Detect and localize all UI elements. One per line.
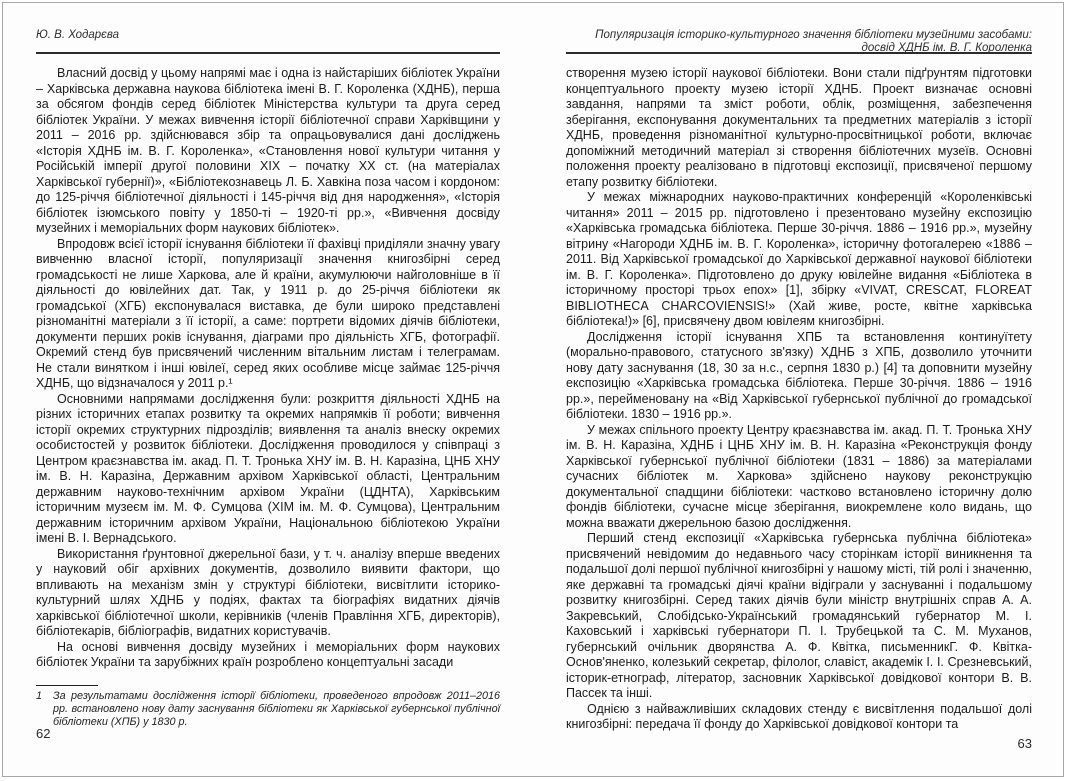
page-right-body [566, 66, 1032, 733]
page-left-body [36, 66, 500, 671]
page-left [36, 25, 500, 774]
page-number-right: 63 [1017, 736, 1032, 751]
page-right [566, 25, 1032, 774]
page-number-left: 62 [36, 726, 51, 741]
footnote-separator [36, 685, 98, 686]
paragraph: Впродовж всієї історії існування бібліотеки її фахівці приділяли значну увагу вивченню власної історії, популяризації значення книгозбірні серед громадськості не лише Харкова, але й країни, акумулюючи найголовніше в її діяльності до ювілейних дат. Так, у 1911 р. до 25-річчя бібліотеки як громадської (ХГБ) експонувалася виставка, де були широко представлені різноманітні матеріали з її історії, а саме: портрети відомих діячів бібліотеки, документи перших років існування, діаграми про діяльність ХГБ, фотографії. Окремий стенд був присвячений численним вітальним листам і телеграмам. Не стали винятком і інші ювілеї, серед яких особливе місце займає 125-річчя ХДНБ, що відзначалося у 2011 р.¹ [36, 236, 500, 390]
paragraph: На основі вивчення досвіду музейних і меморіальних форм наукових бібліотек України та зарубіжних країн розроблено концептуальні засади [36, 639, 500, 669]
paragraph: Дослідження історії існування ХПБ та встановлення континуїтету (морально-правового, статусного зв'язку) ХДНБ з ХПБ, дозволило уточнити нову дату заснування (18, 30 за н.с., серпня 1830 р.) [4] та доповнити музейну експозицію «Харківська громадська бібліотека. Перше 30-річчя. 1886 – 1916 рр.», перейменовану на «Від Харківської губернської публічної до громадської бібліотеки. 1830 – 1916 рр.». [566, 329, 1032, 421]
paragraph: Основними напрямами дослідження були: розкриття діяльності ХДНБ на різних історичних етапах розвитку та окремих напрямків її роботи; вивчення історії окремих структурних підрозділів; виявлення та аналіз внеску окремих особистостей у розвиток бібліотеки. Дослідження проводилося у співпраці з Центром краєзнавства ім. акад. П. Т. Тронька ХНУ ім. В. Н. Каразіна, ЦНБ ХНУ ім. В. Н. Каразіна, Державним архівом Харківської області, Центральним державним науково-технічним архівом України (ЦДНТА), Харківським історичним музеєм ім. М. Ф. Сумцова (ХІМ ім. М. Ф. Сумцова), Центральним державним історичним архівом України, Національною бібліотекою України імені В. І. Вернадського. [36, 391, 500, 545]
paragraph: Використання ґрунтовної джерельної бази, у т. ч. аналізу вперше введених у науковий обіг архівних документів, дозволило виявити фактори, що впливають на механізм змін у структурі бібліотеки, висвітлити історико-культурний шлях ХДНБ у подіях, фактах та біографіях видатних діячів харківської бібліотечної школи, керівників (членів Правління ХГБ, директорів), бібліотекарів, бібліографів, видатних користувачів. [36, 546, 500, 638]
paragraph: створення музею історії наукової бібліотеки. Вони стали підґрунтям підготовки концептуального проекту музею історії ХДНБ. Проект визначає основні завдання, напрями та зміст роботи, облік, розміщення, забезпечення зберігання, експонування документальних та предметних матеріалів з історії ХДНБ, проведення різноманітної культурно-просвітницької роботи, включає допоміжний методичний матеріал зі створення бібліотечних музеїв. Основні положення проекту реалізовано в підготовці експозиції, присвяченої першому етапу розвитку бібліотеки. [566, 66, 1032, 189]
running-header-title-line1: Популяризація історико-культурного значення бібліотеки музейними засобами: [595, 29, 1032, 41]
footnote-marker: 1 [36, 690, 43, 702]
running-header-author: Ю. В. Ходарєва [36, 29, 120, 41]
paragraph: У межах спільного проекту Центру краєзнавства ім. акад. П. Т. Тронька ХНУ ім. В. Н. Каразіна, ХДНБ і ЦНБ ХНУ ім. В. Н. Каразіна «Реконструкція фонду Харківської губернської публічної бібліотеки (1831 – 1886) за матеріалами сучасних бібліотек м. Харкова» здійснено наукову реконструкцію документальної спадщини бібліотеки: частково встановлено історичну долю фондів бібліотеки, сучасне місце зберігання, виокремлене коло видань, що можна вважати джерельною базою дослідження. [566, 422, 1032, 530]
paragraph: Власний досвід у цьому напрямі має і одна із найстаріших бібліотек України – Харківська державна наукова бібліотека імені В. Г. Короленка (ХДНБ), перша за обсягом фондів серед бібліотек Міністерства культури та друга серед бібліотек України. У межах вивчення історії бібліотечної справи Харківщини у 2011 – 2016 рр. здійснювався збір та опрацьовувалися дані досліджень «Історія ХДНБ ім. В. Г. Короленка», «Становлення нової культури читання у Російській імперії другої половини XIX – початку XX ст. (на матеріалах Харківської губернії)», «Бібліотекознавець Л. Б. Хавкіна поза часом і кордоном: до 125-річчя бібліотечної діяльності і 145-річчя від дня народження», «Історія бібліотек ізюмського повіту у 1850-ті – 1920-ті рр.», «Вивчення досвіду музейних і меморіальних форм наукових бібліотек». [36, 66, 500, 235]
header-rule-left [36, 52, 500, 54]
running-header-title-line2: досвід ХДНБ ім. В. Г. Короленка [861, 42, 1032, 54]
paragraph: У межах міжнародних науково-практичних конференцій «Короленківські читання» 2011 – 2015 рр. підготовлено і презентовано музейну експозицію «Харківська громадська бібліотека. Перше 30-річчя. 1886 – 1916 рр.», музейну вітрину «Нагороди ХДНБ ім. В. Г. Короленка», історичну фотогалерею «1886 – 2011. Від Харківської громадської до Харківської державної наукової бібліотеки ім. В. Г. Короленка». Підготовлено до друку ювілейне видання «Бібліотека в історичному просторі трьох епох» [1], збірку «VIVAT, CRESCAT, FLOREAT BIBLIOTHECA CHARCOVIENSIS!» (Хай живе, росте, квітне харківська бібліотека!)» [6], присвячену двом ювілеям книгозбірні. [566, 190, 1032, 328]
running-header-title [566, 25, 1032, 52]
paragraph: Однією з найважливіших складових стенду є висвітлення подальшої долі книгозбірні: передача її фонду до Харківської довідкової контори та [566, 701, 1032, 731]
paragraph: Перший стенд експозиції «Харківська губернська публічна бібліотека» присвячений невідомим до недавнього часу сторінкам історії виникнення та подальшої долі першої публічної книгозбірні у нашому місті, тій ролі і значенню, яке державні та громадські діячі країни відіграли у заснуванні і подальшому розвитку книгозбірні. Серед таких діячів були міністр внутрішніх справ А. А. Закревський, Слобідсько-Український громадянський губернатор М. І. Каховський і харківські губернатори П. І. Трубецькой та С. М. Муханов, губернський очільник дворянства А. Ф. Квітка, письменникГ. Ф. Квітка-Основ'яненко, колезький секретар, філолог, славіст, академік І. І. Срезневський, історик-етнограф, літератор, засновник Харківської довідкової контори В. В. Пассек та інші. [566, 531, 1032, 700]
footnote-text: За результатами дослідження історії бібліотеки, проведеного впродовж 2011–2016 рр. встановлено нову дату заснування бібліотеки як Харківської губернської публічної бібліотеки (ХПБ) у 1830 р. [53, 690, 500, 729]
scanned-page-spread [2, 2, 1064, 777]
footnote [36, 690, 500, 730]
footnote-area [36, 685, 500, 730]
